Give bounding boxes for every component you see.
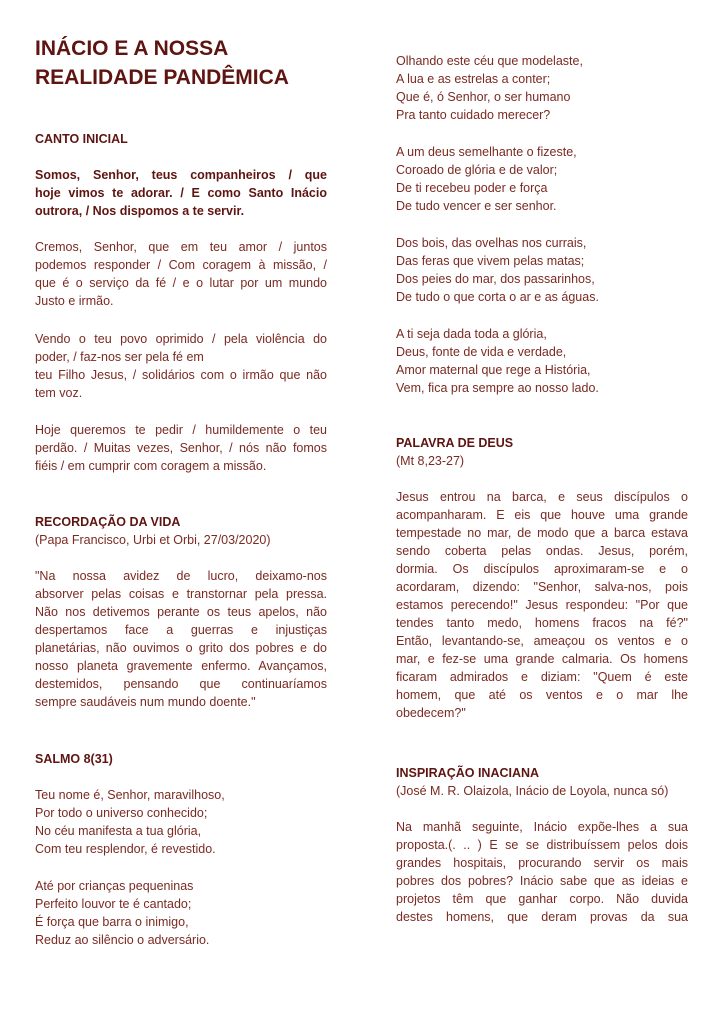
palavra-text [396, 488, 688, 722]
text-line: pobres dos pobres? Inácio sabe que as ideias e [396, 874, 688, 888]
palavra-source: (Mt 8,23-27) [396, 454, 465, 468]
text-line: Não nos detivemos perante os teus apelos, não [35, 605, 327, 619]
section-heading-recordacao: RECORDAÇÃO DA VIDA [35, 515, 181, 529]
verse-line: Coroado de glória e de valor; [396, 163, 558, 177]
text-line: podemos responder / Com coragem à missão, / [35, 258, 327, 272]
section-heading-inspiracao: INSPIRAÇÃO INACIANA [396, 766, 540, 780]
inspiracao-source: (José M. R. Olaizola, Inácio de Loyola, nunca só) [396, 784, 669, 798]
verse-line: É força que barra o inimigo, [35, 915, 189, 929]
canto-stanza-2 [35, 330, 327, 402]
text-line: Somos, Senhor, teus companheiros / que [35, 168, 327, 182]
section-heading-palavra: PALAVRA DE DEUS [396, 436, 514, 450]
verse-line: Dos peies do mar, dos passarinhos, [396, 272, 595, 286]
verse-line: Reduz ao silêncio o adversário. [35, 933, 210, 947]
verse-line: Com teu resplendor, é revestido. [35, 842, 216, 856]
verse-line: Que é, ó Senhor, o ser humano [396, 90, 571, 104]
verse-line: Teu nome é, Senhor, maravilhoso, [35, 788, 225, 802]
verse-line: Pra tanto cuidado merecer? [396, 108, 551, 122]
verse-line: Deus, fonte de vida e verdade, [396, 345, 567, 359]
text-line: nosso planeta gravemente enfermo. Avançamos, [35, 659, 327, 673]
verse-line: Olhando este céu que modelaste, [396, 54, 583, 68]
text-line: sempre saudáveis num mundo doente." [35, 695, 256, 709]
salmo-stanza-4 [396, 143, 688, 215]
text-line: acordaram, dizendo: "Senhor, salva-nos, pois [396, 580, 688, 594]
inspiracao-text [396, 818, 688, 926]
text-line: ficaram admirados e diziam: "Quem é este [396, 670, 688, 684]
verse-line: Até por crianças pequeninas [35, 879, 194, 893]
verse-line: Por todo o universo conhecido; [35, 806, 208, 820]
text-line: tendes tanto medo, homens fracos na fé?" [396, 616, 688, 630]
recordacao-source: (Papa Francisco, Urbi et Orbi, 27/03/2020) [35, 533, 271, 547]
verse-line: A um deus semelhante o fizeste, [396, 145, 577, 159]
canto-stanza-3 [35, 421, 327, 475]
text-line: homem, que até os ventos e o mar lhe [396, 688, 688, 702]
text-line: mar, e fez-se uma grande calmaria. Os homens [396, 652, 688, 666]
text-line: fiéis / em cumprir com coragem a missão. [35, 459, 267, 473]
verse-line: No céu manifesta a tua glória, [35, 824, 202, 838]
text-line: Justo e irmão. [35, 294, 114, 308]
section-heading-canto-inicial: CANTO INICIAL [35, 132, 128, 146]
text-line: tem voz. [35, 386, 83, 400]
text-line: destes homens, que deram provas da sua [396, 910, 688, 924]
verse-line: Perfeito louvor te é cantado; [35, 897, 192, 911]
text-line: Cremos, Senhor, que em teu amor / juntos [35, 240, 327, 254]
text-line: hoje vimos te adorar. / E como Santo Inácio [35, 186, 327, 200]
salmo-stanza-1 [35, 786, 327, 858]
verse-line: A lua e as estrelas a conter; [396, 72, 551, 86]
salmo-stanza-5 [396, 234, 688, 306]
text-line: grandes hospitais, procurando servir os mais [396, 856, 688, 870]
recordacao-quote [35, 567, 327, 711]
canto-stanza-1 [35, 238, 327, 310]
text-line: Jesus entrou na barca, e seus discípulos o [396, 490, 688, 504]
text-line: estamos perecendo!" Jesus respondeu: "Por que [396, 598, 688, 612]
verse-line: Dos bois, das ovelhas nos currais, [396, 236, 587, 250]
text-line: tempestade no mar, de modo que a barca estava [396, 526, 688, 540]
text-line: Vendo o teu povo oprimido / pela violência do [35, 332, 327, 346]
text-line: sendo coberta pelas ondas. Jesus, porém, [396, 544, 688, 558]
salmo-stanza-3 [396, 52, 688, 124]
text-line: projetos têm que ganhar corpo. Não duvida [396, 892, 688, 906]
text-line: acompanharam. E eis que houve uma grande [396, 508, 688, 522]
verse-line: De tudo o que corta o ar e as águas. [396, 290, 599, 304]
verse-line: Vem, fica pra sempre ao nosso lado. [396, 381, 599, 395]
verse-line: A ti seja dada toda a glória, [396, 327, 547, 341]
salmo-stanza-6 [396, 325, 688, 397]
text-line: Hoje queremos te pedir / humildemente o teu [35, 423, 327, 437]
page-title [35, 34, 289, 92]
text-line: destemidos, pensando que continuaríamos [35, 677, 327, 691]
text-line: absorver pelas coisas e transtornar pela pressa. [35, 587, 327, 601]
verse-line: De tudo vencer e ser senhor. [396, 199, 557, 213]
salmo-stanza-2 [35, 877, 327, 949]
text-line: planetárias, não ouvimos o grito dos pobres e do [35, 641, 327, 655]
text-line: Então, levantando-se, ameaçou os ventos e o [396, 634, 688, 648]
verse-line: Das feras que vivem pelas matas; [396, 254, 585, 268]
text-line: outrora, / Nos dispomos a te servir. [35, 204, 245, 218]
canto-refrain [35, 166, 327, 220]
verse-line: Amor maternal que rege a História, [396, 363, 591, 377]
text-line: poder, / faz-nos ser pela fé em [35, 350, 204, 364]
text-line: Na manhã seguinte, Inácio expõe-lhes a sua [396, 820, 688, 834]
text-line: despertamos face a guerras e injustiças [35, 623, 327, 637]
text-line: "Na nossa avidez de lucro, deixamo-nos [35, 569, 327, 583]
text-line: perdão. / Muitas vezes, Senhor, / nós não fomos [35, 441, 327, 455]
verse-line: De ti recebeu poder e força [396, 181, 548, 195]
title-line-1: INÁCIO E A NOSSA [35, 37, 229, 60]
section-heading-salmo: SALMO 8(31) [35, 752, 113, 766]
title-line-2: REALIDADE PANDÊMICA [35, 66, 289, 89]
text-line: que é o serviço da fé / e o lutar por um mundo [35, 276, 327, 290]
text-line: proposta.(. .. ) E se se distribuíssem pelos dois [396, 838, 688, 852]
text-line: dormia. Os discípulos aproximaram-se e o [396, 562, 688, 576]
text-line: teu Filho Jesus, / solidários com o irmão que não [35, 368, 327, 382]
text-line: obedecem?" [396, 706, 466, 720]
